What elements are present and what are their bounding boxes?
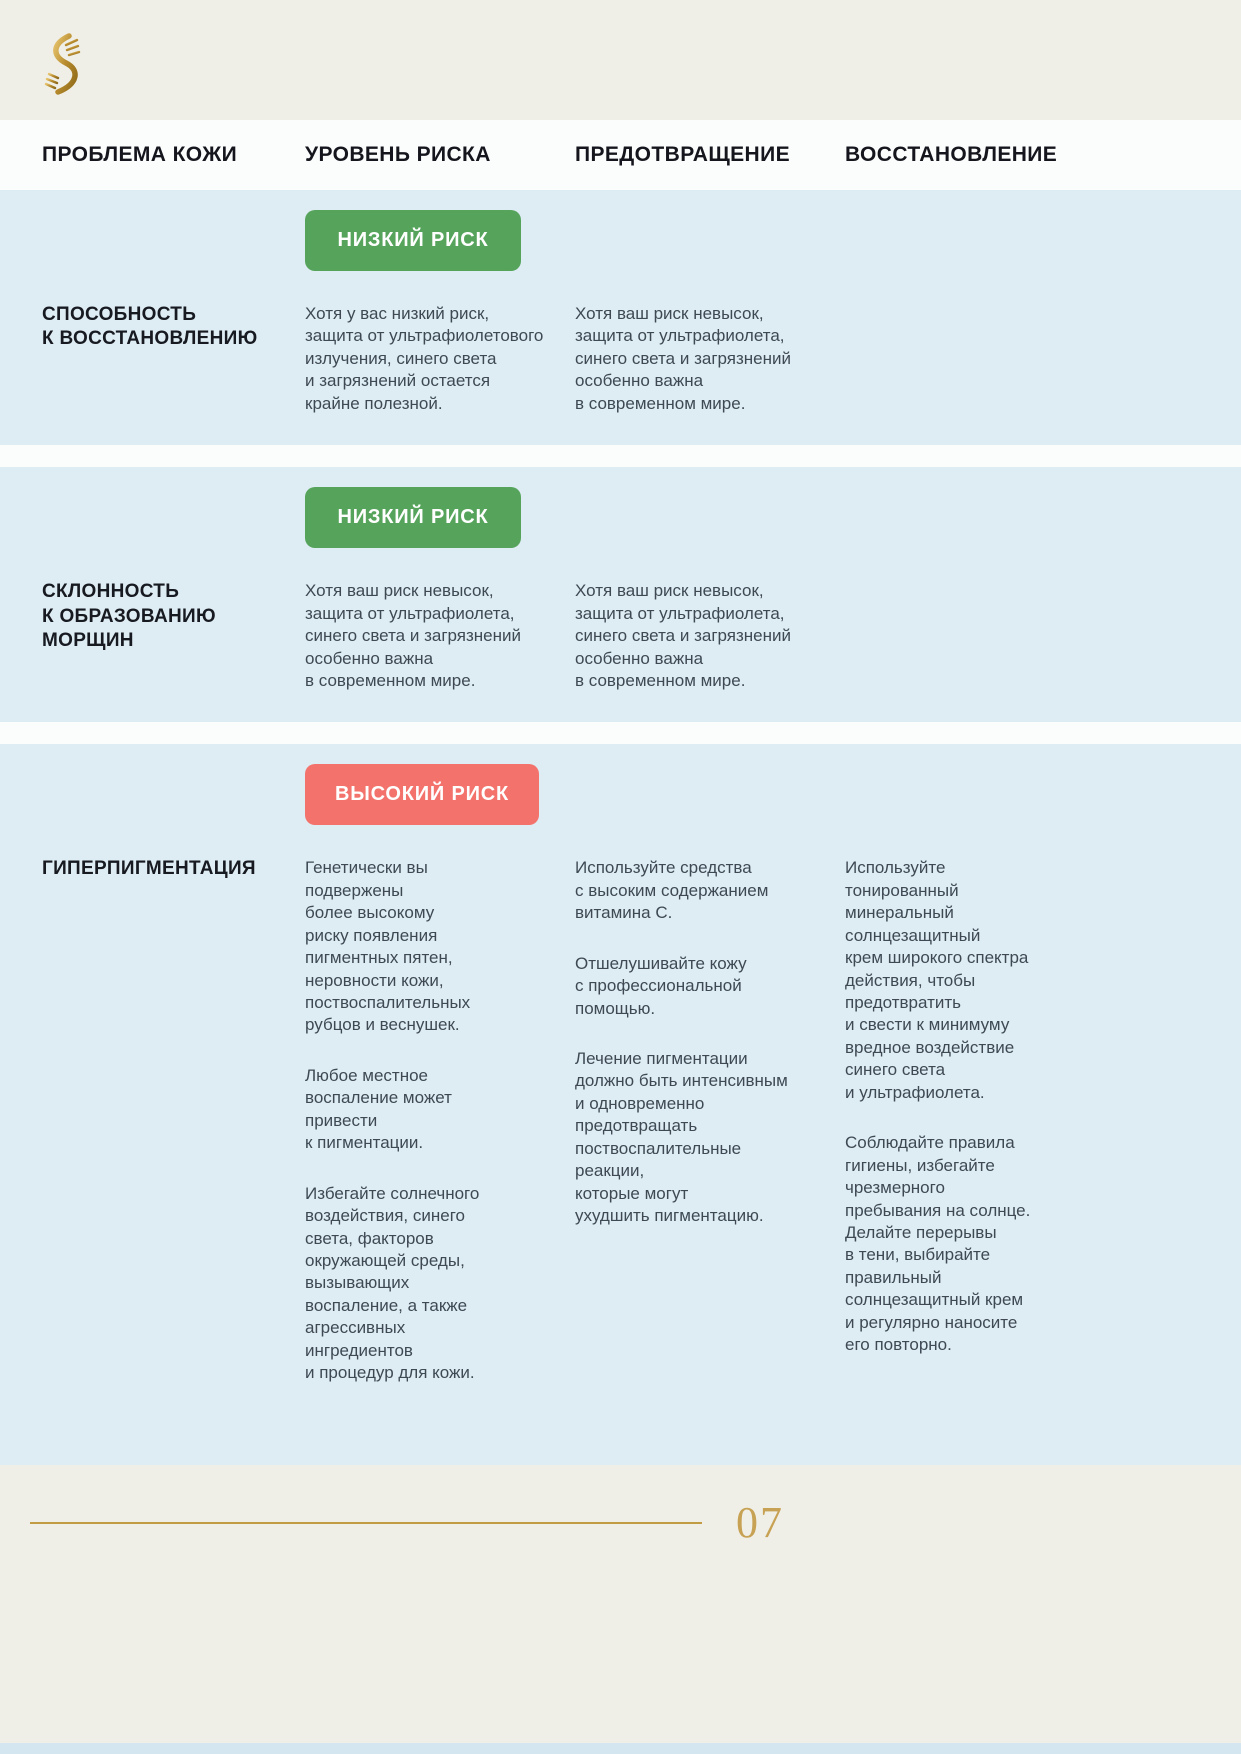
skin-problem-label: СПОСОБНОСТЬ К ВОССТАНОВЛЕНИЮ xyxy=(42,304,258,350)
bottom-edge-strip xyxy=(0,1743,1241,1754)
risk-section-hyperpigmentation xyxy=(0,744,1241,1465)
risk-badge-high: ВЫСОКИЙ РИСК xyxy=(305,764,539,825)
skin-problem-label: СКЛОННОСТЬ К ОБРАЗОВАНИЮ МОРЩИН xyxy=(42,581,216,651)
risk-level-text: Хотя у вас низкий риск, защита от ультрафиолетового излучения, синего света и загрязнений остается крайне полезной. xyxy=(305,304,544,413)
column-header-recovery: ВОССТАНОВЛЕНИЕ xyxy=(845,143,1058,167)
recovery-text xyxy=(845,303,1141,415)
prevention-text: Хотя ваш риск невысок, защита от ультрафиолета, синего света и загрязнений особенно важна в современном мире. xyxy=(575,581,792,690)
risk-section-repair-capacity xyxy=(0,190,1241,445)
risk-level-text: Генетически вы подвержены более высокому риску появления пигментных пятен, неровности кожи, поствоспалительных рубцов и веснушек. Любое местное воспаление может привести к пигментации. Избегайте солнечного воздействия, синего света, факторов окружающей среды, вызывающих воспаление, а также агрессивных ингредиентов и процедур для кожи. xyxy=(305,858,480,1383)
column-header-risk-level: УРОВЕНЬ РИСКА xyxy=(305,143,491,167)
table-header-row xyxy=(0,120,1241,190)
page-top-area xyxy=(0,0,1241,120)
column-header-prevention: ПРЕДОТВРАЩЕНИЕ xyxy=(575,143,790,167)
prevention-text: Хотя ваш риск невысок, защита от ультрафиолета, синего света и загрязнений особенно важна в современном мире. xyxy=(575,304,792,413)
dna-logo-icon xyxy=(42,33,82,97)
page-number: 07 xyxy=(736,1498,784,1548)
recovery-text xyxy=(845,580,1141,692)
recovery-text: Используйте тонированный минеральный солнцезащитный крем широкого спектра действия, чтобы предотвратить и свести к минимуму вредное воздействие синего света и ультрафиолета. Соблюдайте правила гигиены, избегайте чрезмерного пребывания на солнце. Делайте перерывы в тени, выбирайте правильный солнцезащитный крем и регулярно наносите его повторно. xyxy=(845,858,1031,1355)
column-header-skin-problem: ПРОБЛЕМА КОЖИ xyxy=(42,143,238,167)
risk-badge-low: НИЗКИЙ РИСК xyxy=(305,210,521,271)
risk-badge-low: НИЗКИЙ РИСК xyxy=(305,487,521,548)
page-footer xyxy=(0,1498,1241,1548)
skin-problem-label: ГИПЕРПИГМЕНТАЦИЯ xyxy=(42,858,256,880)
prevention-text: Используйте средства с высоким содержанием витамина C. Отшелушивайте кожу с профессиональной помощью. Лечение пигментации должно быть интенсивным и одновременно предотвращать поствоспалительные реакции, которые могут ухудшить пигментацию. xyxy=(575,858,788,1226)
risk-level-text: Хотя ваш риск невысок, защита от ультрафиолета, синего света и загрязнений особенно важна в современном мире. xyxy=(305,581,522,690)
risk-section-wrinkles xyxy=(0,467,1241,722)
footer-divider-line xyxy=(30,1522,702,1524)
table-band xyxy=(0,120,1241,1465)
